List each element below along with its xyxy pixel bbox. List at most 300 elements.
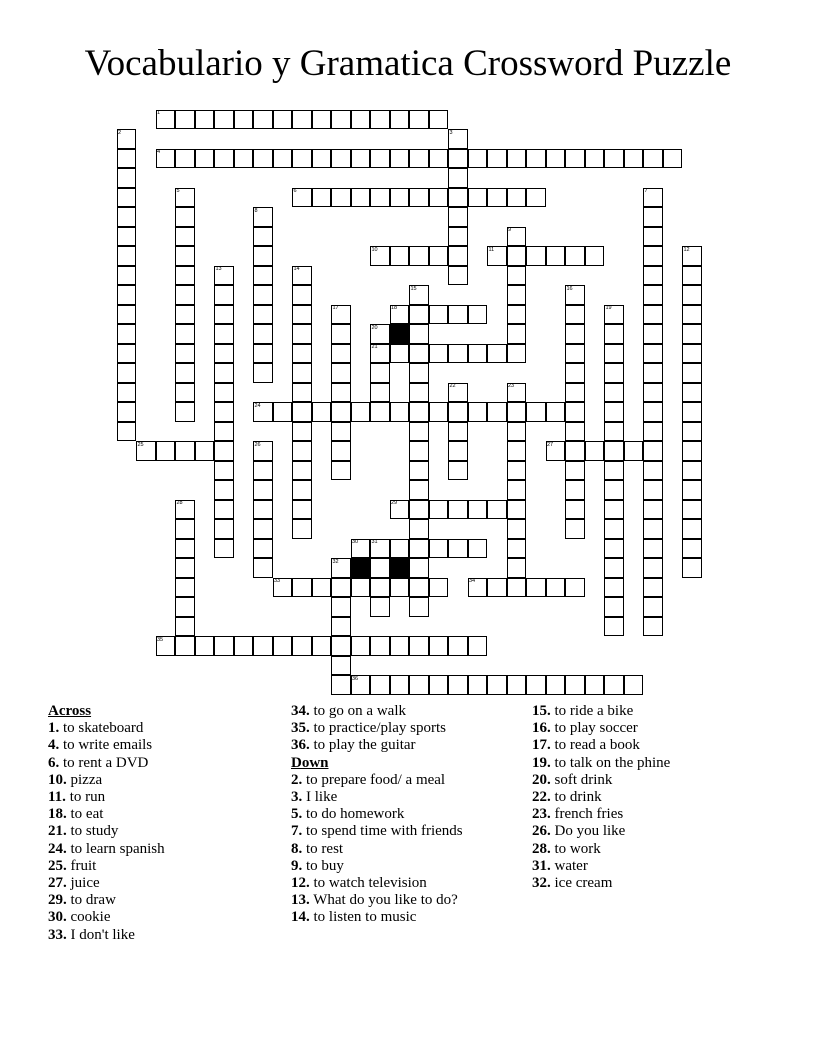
grid-cell[interactable] [429,344,449,364]
grid-cell[interactable] [682,324,702,344]
grid-cell[interactable] [292,480,312,500]
grid-cell[interactable] [429,188,449,208]
grid-cell[interactable] [292,110,312,130]
grid-cell[interactable] [253,480,273,500]
grid-cell[interactable] [604,500,624,520]
grid-cell[interactable] [643,558,663,578]
grid-cell[interactable] [487,578,507,598]
grid-cell[interactable] [175,266,195,286]
grid-cell[interactable] [390,344,410,364]
grid-cell[interactable] [214,519,234,539]
grid-cell[interactable] [487,675,507,695]
grid-cell[interactable] [409,597,429,617]
grid-cell[interactable] [507,149,527,169]
grid-cell[interactable] [214,422,234,442]
grid-cell[interactable] [468,305,488,325]
grid-cell[interactable] [643,461,663,481]
grid-cell[interactable] [526,246,546,266]
grid-cell[interactable] [117,168,137,188]
grid-cell[interactable] [409,422,429,442]
grid-cell[interactable] [175,636,195,656]
grid-cell[interactable] [331,656,351,676]
grid-cell[interactable] [643,383,663,403]
grid-cell[interactable] [409,305,429,325]
grid-cell[interactable] [175,558,195,578]
grid-cell[interactable] [429,539,449,559]
grid-cell[interactable] [253,539,273,559]
grid-cell[interactable] [409,519,429,539]
grid-cell[interactable] [117,246,137,266]
grid-cell[interactable] [682,519,702,539]
grid-cell[interactable] [175,402,195,422]
grid-cell[interactable] [370,363,390,383]
grid-cell[interactable] [643,441,663,461]
grid-cell[interactable] [234,110,254,130]
grid-cell[interactable] [292,578,312,598]
grid-cell[interactable] [175,324,195,344]
grid-cell[interactable] [682,266,702,286]
grid-cell[interactable] [643,363,663,383]
grid-cell[interactable] [370,402,390,422]
grid-cell[interactable] [214,636,234,656]
grid-cell[interactable] [273,402,293,422]
grid-cell[interactable] [312,110,332,130]
grid-cell[interactable] [214,305,234,325]
grid-cell[interactable] [565,383,585,403]
grid-cell[interactable] [370,383,390,403]
grid-cell[interactable] [214,324,234,344]
grid-cell[interactable] [312,578,332,598]
grid-cell[interactable] [643,402,663,422]
grid-cell[interactable] [604,558,624,578]
grid-cell[interactable] [331,363,351,383]
grid-cell[interactable] [624,441,644,461]
grid-cell[interactable] [585,441,605,461]
grid-cell[interactable] [409,578,429,598]
grid-cell[interactable] [409,344,429,364]
grid-cell[interactable] [351,578,371,598]
grid-cell[interactable] [312,188,332,208]
grid-cell[interactable] [643,578,663,598]
grid-cell[interactable] [565,675,585,695]
grid-cell[interactable] [507,344,527,364]
grid-cell[interactable] [604,675,624,695]
grid-cell[interactable] [448,207,468,227]
grid-cell[interactable] [468,539,488,559]
grid-cell[interactable] [117,227,137,247]
grid-cell[interactable] [565,500,585,520]
grid-cell[interactable] [507,441,527,461]
grid-cell[interactable] [682,305,702,325]
grid-cell[interactable] [253,636,273,656]
grid-cell[interactable] [604,324,624,344]
grid-cell[interactable] [214,285,234,305]
grid-cell[interactable] [585,675,605,695]
grid-cell[interactable] [390,149,410,169]
grid-cell[interactable] [292,636,312,656]
grid-cell[interactable] [292,422,312,442]
grid-cell[interactable] [390,675,410,695]
grid-cell[interactable] [604,422,624,442]
grid-cell[interactable] [565,324,585,344]
grid-cell[interactable] [448,422,468,442]
grid-cell[interactable] [175,149,195,169]
grid-cell[interactable] [292,285,312,305]
grid-cell[interactable] [253,558,273,578]
grid-cell[interactable] [214,500,234,520]
grid-cell[interactable] [604,597,624,617]
grid-cell[interactable] [643,617,663,637]
grid-cell[interactable] [214,461,234,481]
grid-cell[interactable] [487,188,507,208]
grid-cell[interactable] [312,149,332,169]
grid-cell[interactable] [351,636,371,656]
grid-cell[interactable] [507,266,527,286]
grid-cell[interactable] [604,519,624,539]
grid-cell[interactable] [331,344,351,364]
grid-cell[interactable] [292,149,312,169]
grid-cell[interactable] [487,500,507,520]
grid-cell[interactable] [643,149,663,169]
grid-cell[interactable] [331,461,351,481]
grid-cell[interactable] [526,675,546,695]
grid-cell[interactable] [273,149,293,169]
grid-cell[interactable] [565,422,585,442]
grid-cell[interactable] [214,110,234,130]
grid-cell[interactable] [175,227,195,247]
grid-cell[interactable] [643,480,663,500]
grid-cell[interactable] [409,675,429,695]
grid-cell[interactable] [253,324,273,344]
grid-cell[interactable] [117,422,137,442]
grid-cell[interactable] [468,636,488,656]
grid-cell[interactable] [175,578,195,598]
grid-cell[interactable] [351,149,371,169]
grid-cell[interactable] [565,149,585,169]
grid-cell[interactable] [409,324,429,344]
grid-cell[interactable] [351,188,371,208]
grid-cell[interactable] [214,149,234,169]
grid-cell[interactable] [253,344,273,364]
grid-cell[interactable] [468,344,488,364]
grid-cell[interactable] [292,363,312,383]
grid-cell[interactable] [507,188,527,208]
grid-cell[interactable] [468,675,488,695]
grid-cell[interactable] [546,402,566,422]
grid-cell[interactable] [331,578,351,598]
grid-cell[interactable] [409,110,429,130]
grid-cell[interactable] [468,149,488,169]
grid-cell[interactable] [409,461,429,481]
grid-cell[interactable] [682,285,702,305]
grid-cell[interactable] [253,149,273,169]
grid-cell[interactable] [643,539,663,559]
grid-cell[interactable] [253,110,273,130]
grid-cell[interactable] [429,149,449,169]
grid-cell[interactable] [175,383,195,403]
grid-cell[interactable] [370,597,390,617]
grid-cell[interactable] [487,344,507,364]
grid-cell[interactable] [507,246,527,266]
grid-cell[interactable] [234,636,254,656]
grid-cell[interactable] [390,636,410,656]
grid-cell[interactable] [117,266,137,286]
grid-cell[interactable] [624,675,644,695]
grid-cell[interactable] [604,149,624,169]
grid-cell[interactable] [390,188,410,208]
grid-cell[interactable] [214,344,234,364]
grid-cell[interactable] [253,461,273,481]
grid-cell[interactable] [175,207,195,227]
grid-cell[interactable] [429,636,449,656]
grid-cell[interactable] [682,480,702,500]
grid-cell[interactable] [331,675,351,695]
grid-cell[interactable] [682,539,702,559]
grid-cell[interactable] [682,461,702,481]
grid-cell[interactable] [409,363,429,383]
grid-cell[interactable] [214,402,234,422]
grid-cell[interactable] [429,110,449,130]
grid-cell[interactable] [214,480,234,500]
grid-cell[interactable] [292,305,312,325]
grid-cell[interactable] [331,441,351,461]
grid-cell[interactable] [487,402,507,422]
grid-cell[interactable] [351,402,371,422]
grid-cell[interactable] [682,500,702,520]
grid-cell[interactable] [331,636,351,656]
grid-cell[interactable] [487,149,507,169]
grid-cell[interactable] [682,402,702,422]
grid-cell[interactable] [643,285,663,305]
grid-cell[interactable] [117,305,137,325]
grid-cell[interactable] [195,636,215,656]
grid-cell[interactable] [507,324,527,344]
grid-cell[interactable] [175,246,195,266]
grid-cell[interactable] [682,441,702,461]
grid-cell[interactable] [448,402,468,422]
grid-cell[interactable] [585,149,605,169]
grid-cell[interactable] [682,344,702,364]
grid-cell[interactable] [565,480,585,500]
grid-cell[interactable] [351,110,371,130]
grid-cell[interactable] [507,578,527,598]
grid-cell[interactable] [253,363,273,383]
grid-cell[interactable] [292,402,312,422]
grid-cell[interactable] [507,519,527,539]
grid-cell[interactable] [253,266,273,286]
grid-cell[interactable] [604,480,624,500]
grid-cell[interactable] [507,558,527,578]
grid-cell[interactable] [604,344,624,364]
grid-cell[interactable] [585,246,605,266]
grid-cell[interactable] [390,578,410,598]
grid-cell[interactable] [507,285,527,305]
grid-cell[interactable] [409,383,429,403]
grid-cell[interactable] [117,402,137,422]
grid-cell[interactable] [468,402,488,422]
grid-cell[interactable] [429,246,449,266]
grid-cell[interactable] [331,324,351,344]
grid-cell[interactable] [429,402,449,422]
grid-cell[interactable] [117,363,137,383]
grid-cell[interactable] [117,324,137,344]
grid-cell[interactable] [448,266,468,286]
grid-cell[interactable] [565,402,585,422]
grid-cell[interactable] [448,441,468,461]
grid-cell[interactable] [370,188,390,208]
grid-cell[interactable] [409,558,429,578]
grid-cell[interactable] [565,578,585,598]
grid-cell[interactable] [292,324,312,344]
grid-cell[interactable] [565,519,585,539]
grid-cell[interactable] [526,578,546,598]
grid-cell[interactable] [390,246,410,266]
grid-cell[interactable] [429,500,449,520]
grid-cell[interactable] [117,383,137,403]
grid-cell[interactable] [429,675,449,695]
grid-cell[interactable] [409,480,429,500]
grid-cell[interactable] [273,110,293,130]
grid-cell[interactable] [643,246,663,266]
grid-cell[interactable] [292,383,312,403]
grid-cell[interactable] [370,149,390,169]
grid-cell[interactable] [175,519,195,539]
grid-cell[interactable] [604,363,624,383]
grid-cell[interactable] [565,363,585,383]
grid-cell[interactable] [175,617,195,637]
grid-cell[interactable] [331,188,351,208]
grid-cell[interactable] [604,441,624,461]
grid-cell[interactable] [604,402,624,422]
grid-cell[interactable] [370,110,390,130]
grid-cell[interactable] [643,519,663,539]
grid-cell[interactable] [448,344,468,364]
grid-cell[interactable] [546,578,566,598]
grid-cell[interactable] [546,675,566,695]
grid-cell[interactable] [448,188,468,208]
grid-cell[interactable] [507,402,527,422]
grid-cell[interactable] [175,110,195,130]
grid-cell[interactable] [214,363,234,383]
grid-cell[interactable] [253,285,273,305]
grid-cell[interactable] [624,149,644,169]
grid-cell[interactable] [448,461,468,481]
grid-cell[interactable] [448,636,468,656]
grid-cell[interactable] [331,422,351,442]
grid-cell[interactable] [643,305,663,325]
grid-cell[interactable] [526,402,546,422]
grid-cell[interactable] [370,578,390,598]
grid-cell[interactable] [604,383,624,403]
grid-cell[interactable] [195,441,215,461]
grid-cell[interactable] [643,324,663,344]
grid-cell[interactable] [565,305,585,325]
grid-cell[interactable] [390,539,410,559]
grid-cell[interactable] [565,344,585,364]
grid-cell[interactable] [195,149,215,169]
grid-cell[interactable] [604,539,624,559]
grid-cell[interactable] [468,188,488,208]
grid-cell[interactable] [253,500,273,520]
grid-cell[interactable] [117,207,137,227]
grid-cell[interactable] [175,363,195,383]
grid-cell[interactable] [682,422,702,442]
grid-cell[interactable] [409,188,429,208]
grid-cell[interactable] [546,149,566,169]
grid-cell[interactable] [390,110,410,130]
grid-cell[interactable] [331,402,351,422]
grid-cell[interactable] [312,636,332,656]
grid-cell[interactable] [409,500,429,520]
grid-cell[interactable] [526,149,546,169]
grid-cell[interactable] [292,344,312,364]
grid-cell[interactable] [175,597,195,617]
grid-cell[interactable] [507,461,527,481]
grid-cell[interactable] [468,500,488,520]
grid-cell[interactable] [234,149,254,169]
grid-cell[interactable] [429,305,449,325]
grid-cell[interactable] [292,461,312,481]
grid-cell[interactable] [604,461,624,481]
grid-cell[interactable] [117,344,137,364]
grid-cell[interactable] [546,246,566,266]
grid-cell[interactable] [214,441,234,461]
grid-cell[interactable] [643,344,663,364]
grid-cell[interactable] [448,305,468,325]
grid-cell[interactable] [312,402,332,422]
grid-cell[interactable] [331,617,351,637]
grid-cell[interactable] [156,441,176,461]
grid-cell[interactable] [409,441,429,461]
grid-cell[interactable] [448,168,468,188]
grid-cell[interactable] [292,519,312,539]
grid-cell[interactable] [331,383,351,403]
grid-cell[interactable] [448,227,468,247]
grid-cell[interactable] [253,227,273,247]
grid-cell[interactable] [448,149,468,169]
grid-cell[interactable] [195,110,215,130]
grid-cell[interactable] [409,149,429,169]
grid-cell[interactable] [117,149,137,169]
grid-cell[interactable] [604,617,624,637]
grid-cell[interactable] [507,422,527,442]
grid-cell[interactable] [448,500,468,520]
grid-cell[interactable] [643,422,663,442]
grid-cell[interactable] [565,461,585,481]
grid-cell[interactable] [663,149,683,169]
grid-cell[interactable] [507,675,527,695]
grid-cell[interactable] [507,480,527,500]
grid-cell[interactable] [175,539,195,559]
grid-cell[interactable] [526,188,546,208]
grid-cell[interactable] [643,597,663,617]
grid-cell[interactable] [448,675,468,695]
grid-cell[interactable] [643,207,663,227]
grid-cell[interactable] [117,285,137,305]
grid-cell[interactable] [409,246,429,266]
grid-cell[interactable] [429,578,449,598]
grid-cell[interactable] [175,305,195,325]
grid-cell[interactable] [565,246,585,266]
grid-cell[interactable] [409,539,429,559]
grid-cell[interactable] [448,539,468,559]
grid-cell[interactable] [175,344,195,364]
grid-cell[interactable] [214,539,234,559]
grid-cell[interactable] [604,578,624,598]
grid-cell[interactable] [643,500,663,520]
grid-cell[interactable] [117,188,137,208]
grid-cell[interactable] [370,558,390,578]
